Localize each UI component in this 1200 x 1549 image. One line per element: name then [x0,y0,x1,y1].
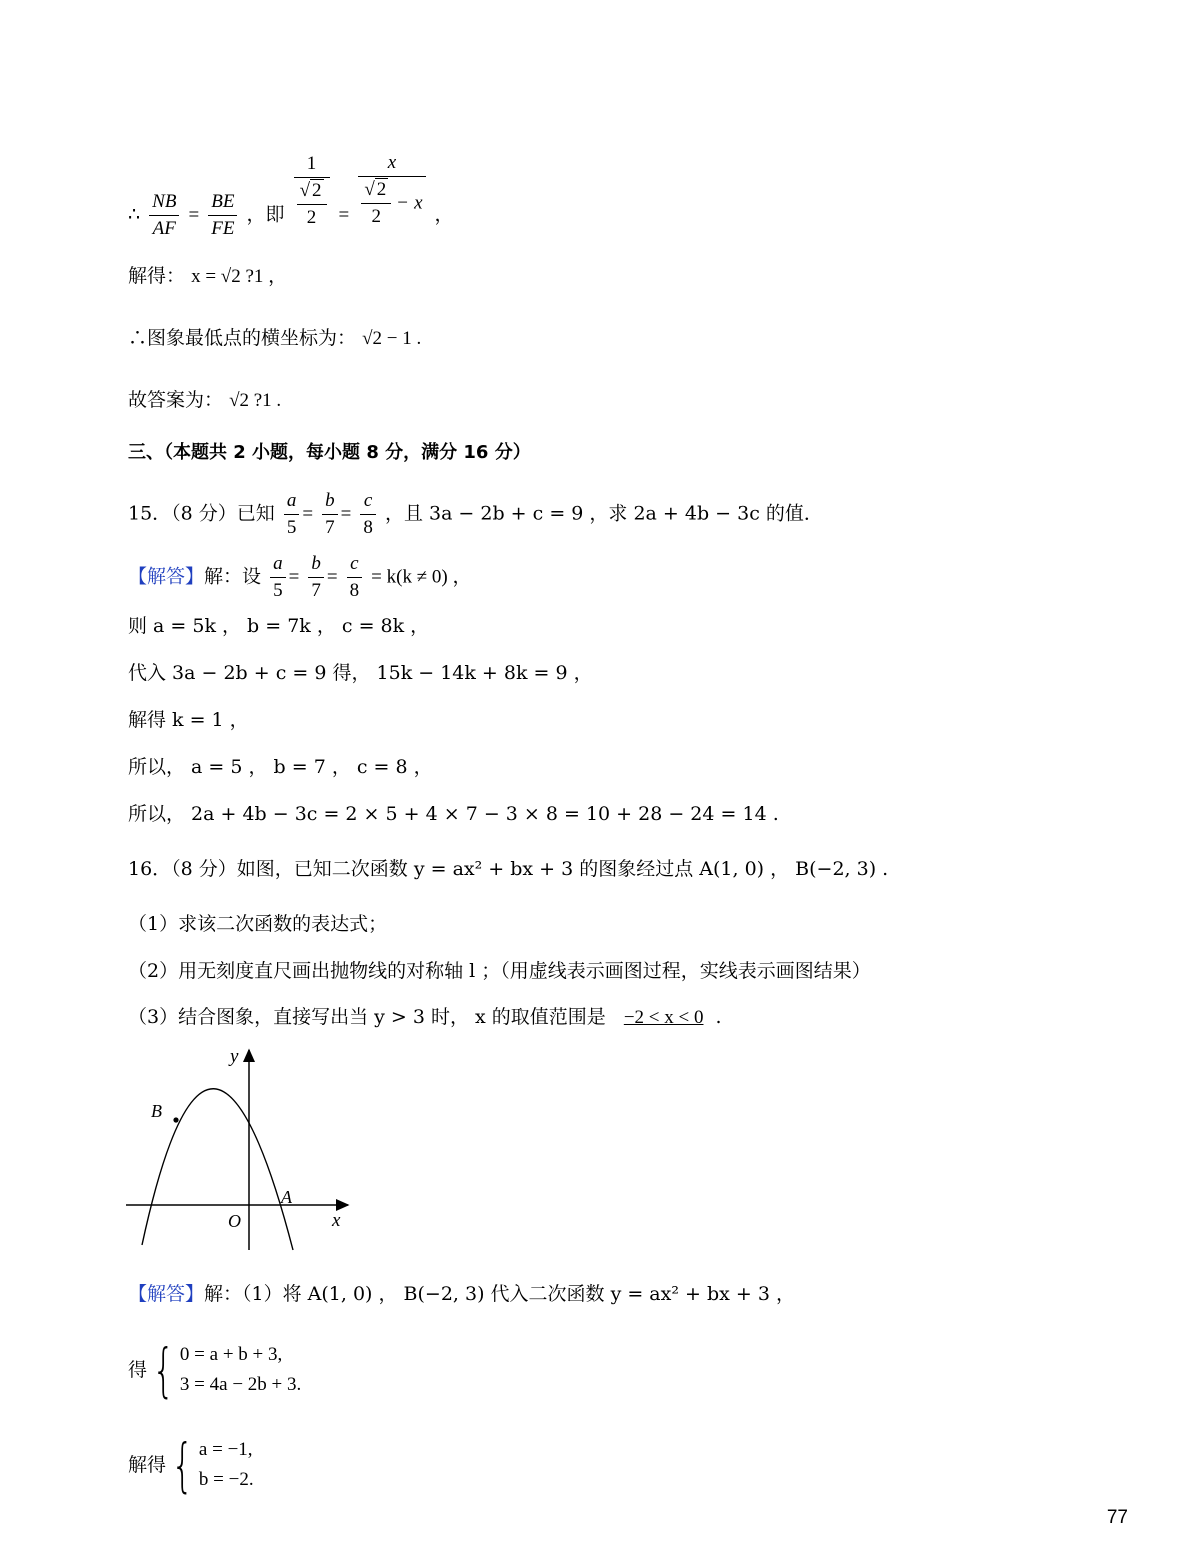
label-x: x [332,1210,341,1231]
therefore-sign: ∴ [128,203,141,226]
solution-lead: 解：设 [204,565,262,588]
fraction-a-5-b: $\frac{a}{5}$ [270,551,286,604]
fraction-c-8-b: $\frac{c}{8}$ [347,551,363,604]
question-15: 15．（8 分）已知 $\frac{a}{5}$ = $\frac{b}{7}$ = $\frac{c}{8}$ ，且 3a − 2b + c = 9 ，求 2a + 4b − 3c 的值． [128,488,823,541]
parabola-curve [142,1089,293,1250]
q15-condition: ，且 3a − 2b + c = 9 ，求 2a + 4b − 3c 的值． [384,502,823,525]
fraction-be-fe: $\frac{BE}{FE}$ [208,189,237,242]
solution-16-text: 解：（1）将 A(1, 0) ， B(−2, 3) 代入二次函数 y = ax² + bx + 3 ， [204,1283,795,1305]
question-16-stem: 16．（8 分）如图，已知二次函数 y = ax² + bx + 3 的图象经过点 A(1, 0) ， B(−2, 3) . [128,858,889,880]
solve-x-line [128,262,287,291]
fraction-c-8: $\frac{c}{8}$ [360,488,376,541]
question-16-part2: （2）用无刻度直尺画出抛物线的对称轴 l ；（用虚线表示画图过程，实线表示画图结果） [128,960,871,982]
question-16-part3 [128,1003,722,1032]
lowest-point-line [128,324,421,353]
question-16-part1: （1）求该二次函数的表达式； [128,913,388,935]
equation-1: 0 = a + b + 3, [179,1344,283,1365]
lowest-point-label: ∴图象最低点的横坐标为： [128,327,357,349]
result-eq-1: a = −1, [198,1439,253,1460]
answer-line [128,386,281,415]
part3-answer: −2 < x < 0 [623,1007,704,1028]
ratio-suffix: ， [434,203,454,226]
part3-prefix: （3）结合图象，直接写出当 y > 3 时， x 的取值范围是 [128,1006,612,1028]
part3-suffix: . [715,1006,722,1028]
label-o: O [228,1211,241,1231]
fraction-one-over: $\frac{1}{\frac{√ 2}{2}}$ [294,151,330,231]
solution-16-result [128,1431,254,1499]
solution-16-tag: 【解答】 [128,1283,205,1305]
fraction-nb-af: $\frac{NB}{AF}$ [149,189,179,242]
label-a: A [281,1187,292,1207]
answer-expr: √2 ?1 . [229,390,282,411]
solution-15-step4: 所以， a = 5 ， b = 7 ， c = 8 ， [128,756,433,778]
solution-16-system [128,1336,302,1404]
ratio-connector: ，即 [246,203,285,226]
parabola-figure [120,1040,360,1255]
solution-15-step3: 解得 k = 1 ， [128,709,249,731]
answer-label: 故答案为： [128,389,224,411]
fraction-a-5: $\frac{a}{5}$ [284,488,300,541]
fraction-b-7: $\frac{b}{7}$ [322,488,338,541]
page-number: 77 [1106,1507,1128,1528]
solve-expr: x = √2 ?1 ， [191,266,288,287]
equation-2: 3 = 4a − 2b + 3. [179,1374,302,1395]
fraction-b-7-b: $\frac{b}{7}$ [308,551,324,604]
brace-icon: { [171,1431,194,1499]
solution-tag: 【解答】 [128,565,205,588]
brace-icon: { [152,1336,175,1404]
solution-set-k: = k(k ≠ 0) ， [371,566,472,588]
result-eq-2: b = −2. [198,1469,254,1490]
solve-label: 解得： [128,265,186,287]
result-lead: 解得 [128,1454,167,1476]
solution-15-set: 【解答】解：设 $\frac{a}{5}$ = $\frac{b}{7}$ = $\frac{c}{8}$ = k(k ≠ 0) ， [128,551,471,604]
solution-15-step2: 代入 3a − 2b + c = 9 得， 15k − 14k + 8k = 9 ， [128,662,593,684]
solution-15-step1: 则 a = 5k ， b = 7k ， c = 8k ， [128,615,430,637]
solution-16-step1 [128,1280,795,1308]
label-y: y [230,1046,239,1067]
system-lead: 得 [128,1359,148,1381]
section-heading: 三、（本题共 2 小题，每小题 8 分，满分 16 分） [128,442,531,463]
fraction-x-over: x $\frac{√ 2}{2}$ − x [358,150,425,230]
q15-number: 15．（8 分）已知 [128,502,275,525]
ratio-line: ∴ $\frac{NB}{AF}$ = $\frac{BE}{FE}$ ，即 $\frac{1}{\frac{√ 2}{2}}$ = x $\frac{√ 2}{2}$ − x ， [128,150,454,242]
lowest-point-expr: √2 − 1 . [362,328,422,349]
point-b [173,1117,178,1122]
solution-15-step5: 所以， 2a + 4b − 3c = 2 × 5 + 4 × 7 − 3 × 8 = 10 + 28 − 24 = 14 . [128,803,779,825]
label-b: B [151,1101,162,1121]
